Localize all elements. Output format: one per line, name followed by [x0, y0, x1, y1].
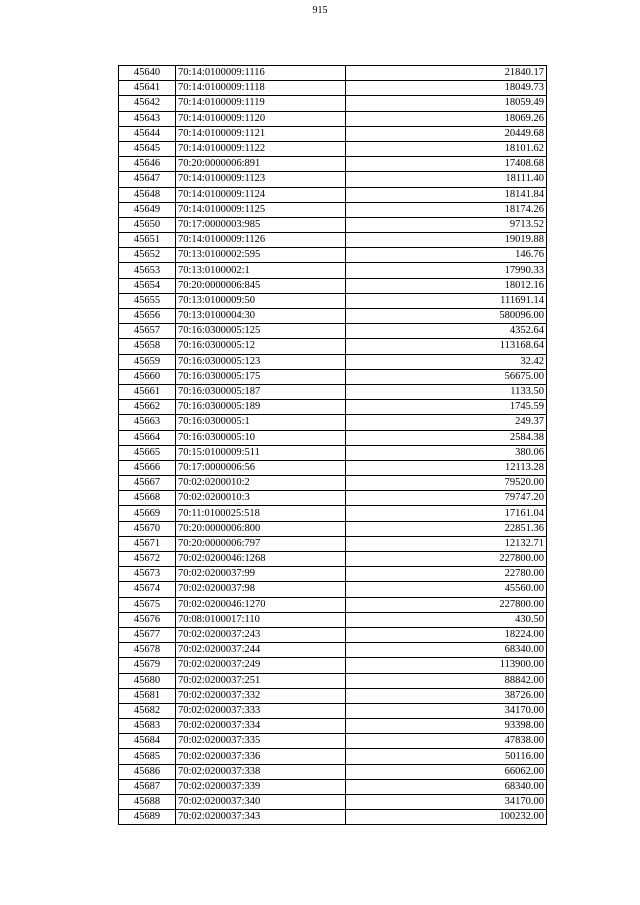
value-cell: 18059.49: [346, 96, 547, 111]
cadastral-number-cell: 70:02:0200037:339: [176, 779, 346, 794]
table-row: [119, 187, 547, 202]
cadastral-number-cell: 70:02:0200037:343: [176, 810, 346, 825]
table-row: [119, 506, 547, 521]
cadastral-number-cell: 70:02:0200037:333: [176, 703, 346, 718]
row-number-cell: 45673: [119, 567, 176, 582]
table-row: [119, 567, 547, 582]
row-number-cell: 45658: [119, 339, 176, 354]
cadastral-number-cell: 70:02:0200037:334: [176, 719, 346, 734]
row-number-cell: 45671: [119, 536, 176, 551]
cadastral-number-cell: 70:17:0000006:56: [176, 460, 346, 475]
value-cell: 18101.62: [346, 141, 547, 156]
row-number-cell: 45676: [119, 612, 176, 627]
table-row: [119, 400, 547, 415]
row-number-cell: 45672: [119, 552, 176, 567]
value-cell: 22780.00: [346, 567, 547, 582]
table-row: [119, 309, 547, 324]
value-cell: 34170.00: [346, 795, 547, 810]
table-row: [119, 658, 547, 673]
table-row: [119, 597, 547, 612]
table-row: [119, 779, 547, 794]
table-row: [119, 491, 547, 506]
value-cell: 68340.00: [346, 643, 547, 658]
table-row: [119, 81, 547, 96]
row-number-cell: 45649: [119, 202, 176, 217]
table-row: [119, 369, 547, 384]
row-number-cell: 45685: [119, 749, 176, 764]
cadastral-number-cell: 70:02:0200046:1268: [176, 552, 346, 567]
table-row: [119, 476, 547, 491]
row-number-cell: 45655: [119, 293, 176, 308]
row-number-cell: 45663: [119, 415, 176, 430]
cadastral-number-cell: 70:14:0100009:1119: [176, 96, 346, 111]
cadastral-number-cell: 70:14:0100009:1123: [176, 172, 346, 187]
value-cell: 50116.00: [346, 749, 547, 764]
table-row: [119, 354, 547, 369]
row-number-cell: 45687: [119, 779, 176, 794]
value-cell: 1133.50: [346, 384, 547, 399]
row-number-cell: 45686: [119, 764, 176, 779]
table-row: [119, 384, 547, 399]
value-cell: 32.42: [346, 354, 547, 369]
table-row: [119, 172, 547, 187]
table-row: [119, 339, 547, 354]
table-row: [119, 612, 547, 627]
cadastral-number-cell: 70:13:0100002:1: [176, 263, 346, 278]
cadastral-number-cell: 70:14:0100009:1125: [176, 202, 346, 217]
value-cell: 113168.64: [346, 339, 547, 354]
table-row: [119, 521, 547, 536]
row-number-cell: 45645: [119, 141, 176, 156]
table-row: [119, 703, 547, 718]
table-row: [119, 749, 547, 764]
table-row: [119, 764, 547, 779]
row-number-cell: 45679: [119, 658, 176, 673]
table-row: [119, 111, 547, 126]
row-number-cell: 45657: [119, 324, 176, 339]
value-cell: 580096.00: [346, 309, 547, 324]
row-number-cell: 45684: [119, 734, 176, 749]
table-row: [119, 248, 547, 263]
table-row: [119, 278, 547, 293]
value-cell: 2584.38: [346, 430, 547, 445]
row-number-cell: 45681: [119, 688, 176, 703]
cadastral-number-cell: 70:16:0300005:1: [176, 415, 346, 430]
table-row: [119, 293, 547, 308]
row-number-cell: 45665: [119, 445, 176, 460]
row-number-cell: 45641: [119, 81, 176, 96]
row-number-cell: 45674: [119, 582, 176, 597]
value-cell: 17408.68: [346, 157, 547, 172]
value-cell: 21840.17: [346, 66, 547, 81]
table-body: [119, 66, 547, 825]
table-row: [119, 263, 547, 278]
value-cell: 146.76: [346, 248, 547, 263]
value-cell: 380.06: [346, 445, 547, 460]
table-row: [119, 141, 547, 156]
cadastral-number-cell: 70:16:0300005:175: [176, 369, 346, 384]
cadastral-number-cell: 70:02:0200037:249: [176, 658, 346, 673]
value-cell: 227800.00: [346, 552, 547, 567]
row-number-cell: 45675: [119, 597, 176, 612]
table-row: [119, 460, 547, 475]
cadastral-number-cell: 70:13:0100004:30: [176, 309, 346, 324]
value-cell: 19019.88: [346, 233, 547, 248]
value-cell: 113900.00: [346, 658, 547, 673]
table-row: [119, 157, 547, 172]
cadastral-number-cell: 70:20:0000006:797: [176, 536, 346, 551]
table-row: [119, 202, 547, 217]
cadastral-number-cell: 70:02:0200037:251: [176, 673, 346, 688]
cadastral-number-cell: 70:15:0100009:511: [176, 445, 346, 460]
table-row: [119, 415, 547, 430]
row-number-cell: 45646: [119, 157, 176, 172]
value-cell: 79520.00: [346, 476, 547, 491]
value-cell: 17990.33: [346, 263, 547, 278]
value-cell: 18111.40: [346, 172, 547, 187]
value-cell: 38726.00: [346, 688, 547, 703]
table-row: [119, 96, 547, 111]
value-cell: 18012.16: [346, 278, 547, 293]
cadastral-number-cell: 70:20:0000006:845: [176, 278, 346, 293]
value-cell: 430.50: [346, 612, 547, 627]
value-cell: 17161.04: [346, 506, 547, 521]
value-cell: 22851.36: [346, 521, 547, 536]
row-number-cell: 45660: [119, 369, 176, 384]
cadastral-number-cell: 70:02:0200037:332: [176, 688, 346, 703]
row-number-cell: 45644: [119, 126, 176, 141]
cadastral-number-cell: 70:02:0200037:336: [176, 749, 346, 764]
table-row: [119, 445, 547, 460]
cadastral-number-cell: 70:14:0100009:1118: [176, 81, 346, 96]
row-number-cell: 45659: [119, 354, 176, 369]
cadastral-number-cell: 70:16:0300005:12: [176, 339, 346, 354]
value-cell: 18224.00: [346, 627, 547, 642]
row-number-cell: 45688: [119, 795, 176, 810]
value-cell: 12132.71: [346, 536, 547, 551]
cadastral-number-cell: 70:14:0100009:1120: [176, 111, 346, 126]
row-number-cell: 45683: [119, 719, 176, 734]
row-number-cell: 45669: [119, 506, 176, 521]
row-number-cell: 45678: [119, 643, 176, 658]
value-cell: 34170.00: [346, 703, 547, 718]
cadastral-number-cell: 70:02:0200037:99: [176, 567, 346, 582]
row-number-cell: 45682: [119, 703, 176, 718]
row-number-cell: 45662: [119, 400, 176, 415]
table-row: [119, 688, 547, 703]
cadastral-number-cell: 70:17:0000003:985: [176, 217, 346, 232]
table-row: [119, 233, 547, 248]
value-cell: 100232.00: [346, 810, 547, 825]
value-cell: 1745.59: [346, 400, 547, 415]
cadastral-number-cell: 70:14:0100009:1126: [176, 233, 346, 248]
value-cell: 79747.20: [346, 491, 547, 506]
value-cell: 45560.00: [346, 582, 547, 597]
row-number-cell: 45670: [119, 521, 176, 536]
value-cell: 18141.84: [346, 187, 547, 202]
table-row: [119, 627, 547, 642]
row-number-cell: 45677: [119, 627, 176, 642]
row-number-cell: 45650: [119, 217, 176, 232]
value-cell: 111691.14: [346, 293, 547, 308]
cadastral-number-cell: 70:11:0100025:518: [176, 506, 346, 521]
cadastral-number-cell: 70:16:0300005:10: [176, 430, 346, 445]
cadastral-number-cell: 70:16:0300005:187: [176, 384, 346, 399]
row-number-cell: 45689: [119, 810, 176, 825]
row-number-cell: 45667: [119, 476, 176, 491]
table-row: [119, 552, 547, 567]
page-number: 915: [312, 5, 328, 16]
table-row: [119, 217, 547, 232]
value-cell: 18049.73: [346, 81, 547, 96]
table-row: [119, 536, 547, 551]
cadastral-number-cell: 70:14:0100009:1121: [176, 126, 346, 141]
cadastral-number-cell: 70:02:0200037:243: [176, 627, 346, 642]
cadastral-number-cell: 70:02:0200037:98: [176, 582, 346, 597]
value-cell: 47838.00: [346, 734, 547, 749]
row-number-cell: 45642: [119, 96, 176, 111]
value-cell: 249.37: [346, 415, 547, 430]
table-row: [119, 324, 547, 339]
value-cell: 20449.68: [346, 126, 547, 141]
row-number-cell: 45647: [119, 172, 176, 187]
cadastral-number-cell: 70:13:0100009:50: [176, 293, 346, 308]
cadastral-number-cell: 70:02:0200010:2: [176, 476, 346, 491]
table-row: [119, 430, 547, 445]
table-row: [119, 734, 547, 749]
cadastral-number-cell: 70:14:0100009:1124: [176, 187, 346, 202]
cadastral-number-cell: 70:02:0200046:1270: [176, 597, 346, 612]
table-row: [119, 643, 547, 658]
row-number-cell: 45668: [119, 491, 176, 506]
cadastral-number-cell: 70:13:0100002:595: [176, 248, 346, 263]
table-row: [119, 582, 547, 597]
cadastral-number-cell: 70:02:0200037:338: [176, 764, 346, 779]
row-number-cell: 45666: [119, 460, 176, 475]
cadastral-number-cell: 70:16:0300005:123: [176, 354, 346, 369]
row-number-cell: 45656: [119, 309, 176, 324]
row-number-cell: 45664: [119, 430, 176, 445]
value-cell: 9713.52: [346, 217, 547, 232]
cadastral-number-cell: 70:08:0100017:110: [176, 612, 346, 627]
row-number-cell: 45652: [119, 248, 176, 263]
row-number-cell: 45653: [119, 263, 176, 278]
cadastral-number-cell: 70:16:0300005:189: [176, 400, 346, 415]
row-number-cell: 45643: [119, 111, 176, 126]
cadastral-number-cell: 70:02:0200037:340: [176, 795, 346, 810]
value-cell: 18174.26: [346, 202, 547, 217]
table-row: [119, 795, 547, 810]
cadastral-number-cell: 70:20:0000006:800: [176, 521, 346, 536]
value-cell: 4352.64: [346, 324, 547, 339]
row-number-cell: 45654: [119, 278, 176, 293]
table-row: [119, 66, 547, 81]
value-cell: 66062.00: [346, 764, 547, 779]
table-row: [119, 126, 547, 141]
value-cell: 227800.00: [346, 597, 547, 612]
cadastral-number-cell: 70:14:0100009:1122: [176, 141, 346, 156]
cadastral-number-cell: 70:02:0200010:3: [176, 491, 346, 506]
value-cell: 88842.00: [346, 673, 547, 688]
cadastral-number-cell: 70:02:0200037:244: [176, 643, 346, 658]
table-row: [119, 719, 547, 734]
cadastral-number-cell: 70:14:0100009:1116: [176, 66, 346, 81]
value-cell: 12113.28: [346, 460, 547, 475]
row-number-cell: 45661: [119, 384, 176, 399]
row-number-cell: 45651: [119, 233, 176, 248]
value-cell: 68340.00: [346, 779, 547, 794]
cadastral-number-cell: 70:16:0300005:125: [176, 324, 346, 339]
cadastral-number-cell: 70:20:0000006:891: [176, 157, 346, 172]
table-row: [119, 673, 547, 688]
row-number-cell: 45640: [119, 66, 176, 81]
cadastral-value-table: [118, 65, 547, 825]
value-cell: 93398.00: [346, 719, 547, 734]
value-cell: 18069.26: [346, 111, 547, 126]
row-number-cell: 45648: [119, 187, 176, 202]
value-cell: 56675.00: [346, 369, 547, 384]
row-number-cell: 45680: [119, 673, 176, 688]
cadastral-number-cell: 70:02:0200037:335: [176, 734, 346, 749]
table-row: [119, 810, 547, 825]
